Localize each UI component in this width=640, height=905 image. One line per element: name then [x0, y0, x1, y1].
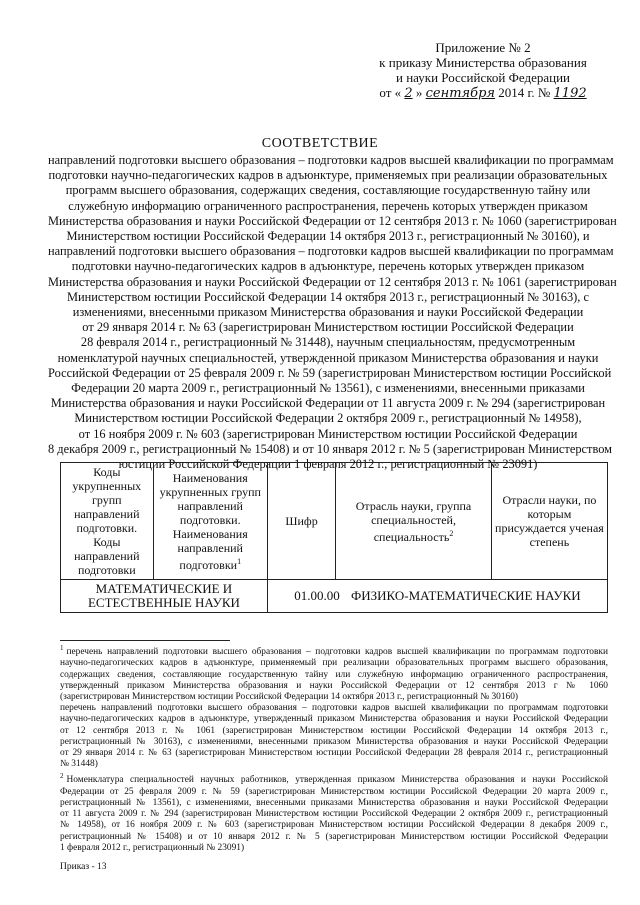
- footnote-line: [60, 737, 608, 748]
- intro-line: от 16 ноября 2009 г. № 603 (зарегистрирован Министерством юстиции Российской Федерации: [78, 426, 578, 441]
- header-line: Наименования: [172, 470, 248, 485]
- footnote-ref: 1: [237, 556, 242, 566]
- header-col-cipher: Шифр: [267, 463, 335, 580]
- intro-line: номенклатурой научных специальностей, утвержденной приказом Министерства образования и науки: [57, 350, 599, 365]
- header-line: Отрасли науки, по: [502, 493, 597, 507]
- footnote-line: [60, 658, 608, 669]
- intro-line: Министерства образования и науки Российской Федерации от 11 августа 2009 г. № 294 (зарегистрирован: [50, 396, 606, 411]
- footnote-text: научно-педагогических кадров в адъюнктуре, утвержденный приказом Министерства образования и науки Российской Федерации: [60, 714, 608, 725]
- intro-line: направлений подготовки высшего образования – подготовки кадров высшей квалификации по программам: [48, 153, 614, 167]
- intro-line: Федерации 20 марта 2009 г., регистрационный № 13561), с изменениями, внесенными приказами: [71, 381, 585, 396]
- footnote-text: содержащих сведения, составляющие государственную тайну или служебную информацию ограниченного распространения,: [60, 669, 608, 680]
- footnote-2: [60, 771, 608, 854]
- footnote-line: [60, 843, 608, 854]
- header-line: специальностей,: [371, 512, 456, 527]
- footnote-line: [60, 809, 608, 820]
- document-title: СООТВЕТСТВИЕ: [261, 136, 379, 151]
- header-line: подготовки.: [179, 512, 241, 527]
- header-line: подготовки$^1$: [179, 556, 242, 572]
- footnote-line: [60, 692, 608, 703]
- footnote-text: научно-педагогических кадров в адъюнктуре, применяемый при реализации образовательных программ высшего образования,: [60, 658, 608, 669]
- date-day: 2: [404, 86, 413, 101]
- header-col-science-branch: [336, 463, 492, 580]
- intro-line: направлений подготовки высшего образования – подготовки кадров высшей квалификации по программам: [48, 244, 614, 259]
- intro-line: служебную информацию ограниченного распространения, перечень которых утвержден приказом: [68, 198, 588, 213]
- header-line: степень: [529, 535, 570, 549]
- row-group-name-line1: МАТЕМАТИЧЕСКИЕ И: [95, 581, 233, 596]
- row-science-branch: [267, 580, 607, 613]
- footnote-line: [60, 714, 608, 725]
- footnote-line: [60, 670, 608, 681]
- date-year: 2014 г. №: [498, 85, 551, 100]
- footnote-text: регистрационный № 13561), с изменениями, внесенными приказами Министерства образования и науки Российской Федерации: [60, 797, 608, 808]
- appendix-date-line: [368, 85, 598, 101]
- header-line: направлений: [74, 507, 140, 521]
- footnote-text: Федерации от 25 февраля 2009 г. № 59 (зарегистрирован Министерством юстиции Российской Федерации 20 марта 2009 г.,: [60, 786, 608, 797]
- appendix-ministry: и науки Российской Федерации: [395, 70, 570, 85]
- intro-line: подготовки научно-педагогических кадров в адъюнктуре, применяемых при реализации образовательных: [48, 168, 608, 183]
- footnote-marker: 2: [60, 772, 64, 781]
- intro-line: от 29 января 2014 г. № 63 (зарегистрирован Министерством юстиции Российской Федерации: [82, 320, 574, 335]
- row-branch-name: ФИЗИКО-МАТЕМАТИЧЕСКИЕ НАУКИ: [350, 588, 581, 603]
- header-line: групп: [92, 493, 122, 507]
- footnote-line: [60, 820, 608, 831]
- order-number: 1192: [553, 86, 587, 101]
- date-prefix: от «: [379, 85, 402, 100]
- footnote-text: от 12 сентября 2013 г. № 1061 (зарегистрирован Министерством юстиции Российской Федерации 14 октября 2013 г.,: [60, 725, 608, 736]
- page-footer: Приказ - 13: [60, 862, 107, 872]
- footnote-text: от 29 января 2014 г. № 63 (зарегистрирован Министерством юстиции Российской Федерации 28 февраля 2014 г., регистрационный: [60, 747, 608, 758]
- footnote-line: [60, 726, 608, 737]
- footnote-text: регистрационный № 15408) и от 10 января 2012 г. № 5 (зарегистрирован Министерством юстиции Российской Федерации: [60, 831, 608, 842]
- footnote-text: № 31448): [60, 759, 98, 770]
- intro-line: подготовки научно-педагогических кадров в адъюнктуре, перечень которых утвержден приказом: [71, 259, 585, 274]
- footnote-text: № 14958), от 16 ноября 2009 г. № 603 (зарегистрирован Министерством юстиции Российской Федерации 8 декабря 2009 г.,: [60, 820, 608, 831]
- document-intro: [48, 153, 617, 472]
- footnote-ref: 2: [449, 528, 454, 538]
- footnote-text: регистрационный № 30163), с изменениями, внесенными приказом Министерства образования и науки Российской Федерации: [60, 736, 608, 747]
- intro-line: Министерством юстиции Российской Федерации 14 октября 2013 г., регистрационный № 30163), с: [67, 289, 589, 304]
- footnote-text: (зарегистрирован Министерством юстиции Российской Федерации 14 октября 2013 г., регистрационный № 30160): [60, 691, 519, 702]
- footnote-1: [60, 643, 608, 770]
- intro-line: программ высшего образования, содержащих сведения, составляющие государственную тайну или: [65, 183, 591, 198]
- date-mid: »: [415, 85, 423, 100]
- footnote-text: 1 февраля 2012 г., регистрационный № 23091): [60, 842, 245, 853]
- correspondence-table: [60, 462, 608, 613]
- header-col-group-codes: [61, 463, 154, 580]
- intro-line: юстиции Российской Федерации 1 февраля 2012 г., регистрационный № 23091): [118, 457, 538, 472]
- intro-line: Министерством юстиции Российской Федерации 2 октября 2009 г., регистрационный № 14958),: [74, 411, 582, 426]
- footnotes: [60, 643, 608, 855]
- footnote-marker: 1: [60, 644, 64, 652]
- footnote-line: [60, 643, 608, 658]
- header-line: направлений: [177, 498, 243, 513]
- footnote-text: перечень направлений подготовки высшего образования – подготовки кадров высшей квалификации по программам подготовки: [66, 647, 608, 658]
- header-line: специальность$^2$: [373, 528, 454, 544]
- header-line: укрупненных: [72, 479, 142, 493]
- footnote-line: [60, 798, 608, 809]
- row-group-name: [61, 580, 268, 613]
- header-line: которым: [527, 507, 572, 521]
- header-col-degree-branch: [491, 463, 607, 580]
- footnote-line: [60, 703, 608, 714]
- appendix-number: Приложение № 2: [435, 40, 531, 55]
- header-line: подготовки.: [76, 521, 138, 535]
- footnote-line: [60, 771, 608, 786]
- footnote-text: перечень направлений подготовки высшего образования – подготовки кадров высшей квалификации по программам подготовки: [60, 703, 608, 714]
- intro-line: 8 декабря 2009 г., регистрационный № 15408) и от 10 января 2012 г. № 5 (зарегистрирован Министерством: [48, 441, 613, 456]
- footnote-text: от 11 августа 2009 г. № 294 (зарегистрирован Министерством юстиции Российской Федерации 2 октября 2009 г., регистрационный: [60, 809, 608, 820]
- intro-line: Министерства образования и науки Российской Федерации от 12 сентября 2013 г. № 1061 (зарегистрирован: [48, 274, 617, 289]
- intro-line: Министерством юстиции Российской Федерации 14 октября 2013 г., регистрационный № 30160), и: [66, 229, 590, 244]
- header-col-group-names: [153, 463, 267, 580]
- header-line: направлений: [177, 540, 243, 555]
- table-row: [61, 580, 608, 613]
- row-group-name-line2: ЕСТЕСТВЕННЫЕ НАУКИ: [87, 595, 240, 610]
- intro-line: Российской Федерации от 25 февраля 2009 г. № 59 (зарегистрирован Министерством юстиции Российской: [48, 365, 612, 380]
- appendix-order-ref: к приказу Министерства образования: [379, 55, 587, 70]
- footnote-line: [60, 681, 608, 692]
- header-line: Коды: [93, 465, 121, 479]
- footnote-line: [60, 787, 608, 798]
- header-line: Отрасль науки, группа: [355, 498, 472, 513]
- row-cipher-code: 01.00.00: [294, 588, 340, 603]
- footnote-line: [60, 748, 608, 759]
- header-line: Наименования: [172, 526, 248, 541]
- date-month: сентября: [425, 86, 495, 101]
- header-line: укрупненных групп: [159, 484, 261, 499]
- header-line: подготовки: [77, 563, 136, 577]
- intro-line: Министерства образования и науки Российской Федерации от 12 сентября 2013 г. № 1060 (зарегистрирован: [48, 213, 617, 228]
- footnote-text: Номенклатура специальностей научных работников, утвержденная приказом Министерства образования и науки Российской: [66, 775, 608, 786]
- footnote-divider: [60, 640, 230, 641]
- footnote-line: [60, 832, 608, 843]
- intro-line: 28 февраля 2014 г., регистрационный № 31448), научным специальностям, предусмотренным: [80, 335, 576, 350]
- footnote-text: утвержденный приказом Министерства образования и науки Российской Федерации от 12 сентября 2013 г № 1060: [60, 680, 608, 691]
- intro-line: изменениями, внесенными приказом Министерства образования и науки Российской Федерации: [72, 305, 584, 320]
- header-line: направлений: [74, 549, 140, 563]
- table-header-row: [61, 463, 608, 580]
- header-line: присуждается ученая: [495, 521, 604, 535]
- footnote-line: [60, 759, 608, 770]
- appendix-header: [368, 40, 598, 101]
- header-line: Коды: [93, 535, 121, 549]
